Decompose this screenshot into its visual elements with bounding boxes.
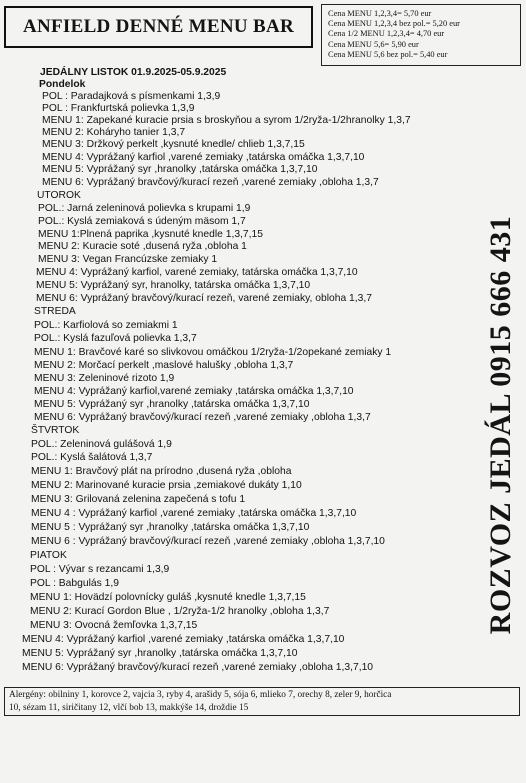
- menu-item: MENU 3: Zeleninové rizoto 1,9: [34, 373, 175, 384]
- price-line: Cena 1/2 MENU 1,2,3,4= 4,70 eur: [328, 29, 445, 39]
- menu-item: MENU 4: Vyprážaný karfiol,varené zemiaky ,tatárska omáčka 1,3,7,10: [34, 386, 354, 397]
- menu-heading: JEDÁLNY LISTOK 01.9.2025-05.9.2025: [40, 67, 227, 78]
- menu-item: MENU 2: Kuracie soté ,dusená ryža ,obloha 1: [38, 241, 247, 252]
- menu-item: POL : Vývar s rezancami 1,3,9: [30, 564, 170, 575]
- delivery-banner: [479, 160, 523, 690]
- menu-item: MENU 6: Vyprážaný bravčový/kurací rezeň, varené zemiaky, obloha 1,3,7: [36, 293, 372, 304]
- menu-item: MENU 6: Vyprážaný bravčový/kurací rezeň ,varené zemiaky ,obloha 1,3,7: [42, 177, 379, 188]
- menu-item: MENU 5: Vyprážaný syr ,hranolky ,tatárska omáčka 1,3,7,10: [34, 399, 310, 410]
- menu-item: POL : Frankfurtská polievka 1,3,9: [42, 103, 195, 114]
- menu-item: POL.: Karfiolová so zemiakmi 1: [34, 320, 178, 331]
- menu-item: POL.: Jarná zeleninová polievka s krupami 1,9: [38, 203, 251, 214]
- price-line: Cena MENU 1,2,3,4 bez pol.= 5,20 eur: [328, 19, 460, 29]
- day-heading: ŠTVRTOK: [31, 425, 80, 436]
- day-heading: PIATOK: [30, 550, 67, 561]
- menu-item: POL.: Kyslá fazuľová polievka 1,3,7: [34, 333, 197, 344]
- menu-item: MENU 4: Vyprážaný karfiol ,varené zemiaky ,tatárska omáčka 1,3,7,10: [22, 634, 345, 645]
- menu-item: POL : Babgulás 1,9: [30, 578, 119, 589]
- menu-item: MENU 2: Kurací Gordon Blue , 1/2ryža-1/2 hranolky ,obloha 1,3,7: [30, 606, 330, 617]
- menu-item: MENU 5: Vyprážaný syr ,hranolky ,tatárska omáčka 1,3,7,10: [22, 648, 298, 659]
- delivery-phone-text: ROZVOZ JEDÁL 0915 666 431: [484, 215, 517, 635]
- menu-item: MENU 1: Hovädzí polovnícky guláš ,kysnuté knedle 1,3,7,15: [30, 592, 306, 603]
- price-line: Cena MENU 5,6= 5,90 eur: [328, 39, 419, 49]
- menu-item: MENU 1: Zapekané kuracie prsia s broskyňou a syrom 1/2ryža-1/2hranolky 1,3,7: [42, 115, 411, 126]
- menu-item: MENU 3: Držkový perkelt ,kysnuté knedle/ chlieb 1,3,7,15: [42, 139, 305, 150]
- restaurant-title: ANFIELD DENNÉ MENU BAR: [22, 16, 295, 37]
- day-heading: Pondelok: [39, 79, 86, 90]
- menu-item: POL : Paradajková s písmenkami 1,3,9: [42, 91, 221, 102]
- menu-item: MENU 4: Vyprážaný karfiol ,varené zemiaky ,tatárska omáčka 1,3,7,10: [42, 152, 365, 163]
- menu-item: MENU 2: Morčací perkelt ,maslové halušky ,obloha 1,3,7: [34, 360, 294, 371]
- menu-item: MENU 4: Vyprážaný karfiol, varené zemiaky, tatárska omáčka 1,3,7,10: [36, 267, 358, 278]
- menu-item: MENU 1: Bravčové karé so slivkovou omáčkou 1/2ryža-1/2opekané zemiaky 1: [34, 347, 392, 358]
- menu-item: MENU 4 : Vyprážaný karfiol ,varené zemiaky ,tatárska omáčka 1,3,7,10: [31, 508, 357, 519]
- menu-item: MENU 3: Ovocná žemľovka 1,3,7,15: [30, 620, 198, 631]
- menu-item: MENU 3: Vegan Francúzske zemiaky 1: [38, 254, 218, 265]
- menu-item: MENU 6 : Vyprážaný bravčový/kurací rezeň ,varené zemiaky ,obloha 1,3,7,10: [31, 536, 385, 547]
- menu-item: MENU 2: Koháryho tanier 1,3,7: [42, 127, 186, 138]
- menu-item: MENU 6: Vyprážaný bravčový/kurací rezeň ,varené zemiaky ,obloha 1,3,7: [34, 412, 371, 423]
- price-line: Cena MENU 1,2,3,4= 5,70 eur: [328, 9, 432, 18]
- menu-item: MENU 3: Grilovaná zelenina zapečená s tofu 1: [31, 494, 246, 505]
- day-heading: UTOROK: [37, 190, 81, 201]
- menu-item: MENU 1:Plnená paprika ,kysnuté knedle 1,3,7,15: [38, 229, 263, 240]
- menu-item: MENU 5: Vyprážaný syr, hranolky, tatárska omáčka 1,3,7,10: [36, 280, 311, 291]
- menu-item: MENU 5 : Vyprážaný syr ,hranolky ,tatárska omáčka 1,3,7,10: [31, 522, 310, 533]
- menu-item: MENU 5: Vyprážaný syr ,hranolky ,tatárska omáčka 1,3,7,10: [42, 164, 318, 175]
- allergen-legend: [4, 687, 520, 716]
- menu-item: POL.: Zeleninová gulášová 1,9: [31, 439, 172, 450]
- price-line: Cena MENU 5,6 bez pol.= 5,40 eur: [328, 49, 448, 59]
- allergen-line: 10, sézam 11, siričitany 12, vlčí bob 13, makkýše 14, droždie 15: [9, 702, 249, 713]
- menu-item: POL.: Kyslá šalátová 1,3,7: [31, 452, 153, 463]
- menu-item: MENU 2: Marinované kuracie prsia ,zemiakové dukáty 1,10: [31, 480, 302, 491]
- menu-item: MENU 1: Bravčový plát na prírodno ,dusená ryža ,obloha: [31, 466, 292, 477]
- allergen-line: Alergény: obilniny 1, korovce 2, vajcia 3, ryby 4, arašidy 5, sója 6, mlieko 7, orechy 8, zeler 9, horčica: [9, 690, 392, 700]
- menu-item: POL.: Kyslá zemiaková s údeným mäsom 1,7: [38, 216, 246, 227]
- menu-item: MENU 6: Vyprážaný bravčový/kurací rezeň ,varené zemiaky ,obloha 1,3,7,10: [22, 662, 374, 673]
- day-heading: STREDA: [34, 306, 76, 317]
